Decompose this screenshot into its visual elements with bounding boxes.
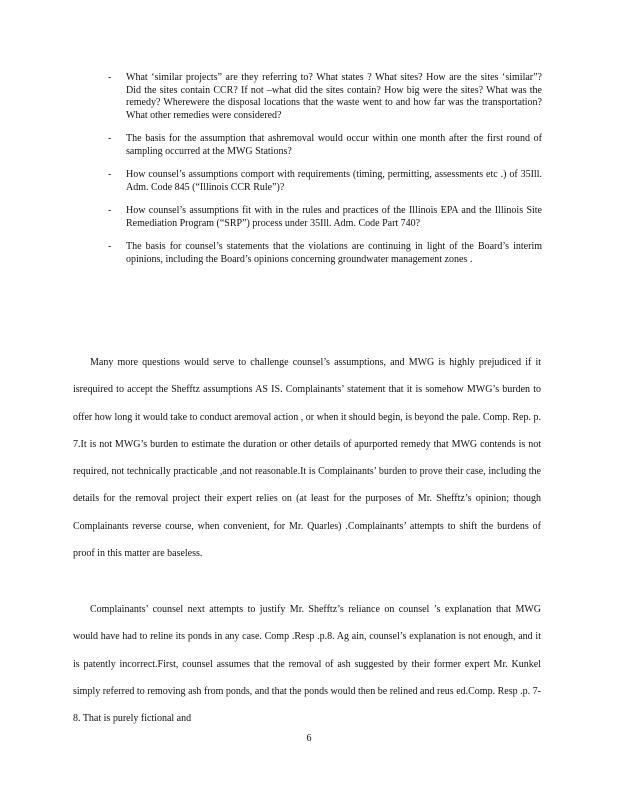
bullet-marker: - — [108, 133, 112, 144]
bullet-marker: - — [108, 241, 112, 252]
body-paragraph: Complainants’ counsel next attempts to justify Mr. Shefftz’s reliance on counsel ’s explanation that MWG would have had to reline its ponds in any case. Comp .Resp .p.8. Ag ain, counsel’s explanation is not enough, and it is patently incorrect.First, counsel assumes that the removal of ash suggested by their former expert Mr. Kunkel simply referred to removing ash from ponds, and that the ponds would then be relined and reus ed.Comp. Resp .p. 7-8. That is purely fictional and — [73, 604, 541, 725]
list-item — [108, 72, 542, 122]
bullet-marker: - — [108, 169, 112, 180]
bullet-marker: - — [108, 205, 112, 216]
question-list — [108, 72, 542, 277]
list-item — [108, 241, 542, 266]
list-item — [108, 169, 542, 194]
list-item — [108, 205, 542, 230]
list-item — [108, 133, 542, 158]
bullet-marker: - — [108, 72, 112, 83]
list-item-text: What ‘similar projects” are they referring to? What states ? What sites? How are the sites ‘similar”? Did the sites contain CCR? If not –what did the sites contain? How big were the sites? What was the remedy? Wherewere the disposal locations that the waste went to and how far was the transportation? What other remedies were considered? — [126, 72, 542, 121]
list-item-text: How counsel’s assumptions comport with requirements (timing, permitting, assessments etc .) of 35Ill. Adm. Code 845 (“Illinois CCR Rule”)? — [126, 169, 542, 193]
list-item-text: The basis for the assumption that ashremoval would occur within one month after the first round of sampling occurred at the MWG Stations? — [126, 133, 542, 157]
list-item-text: How counsel’s assumptions fit with in the rules and practices of the Illinois EPA and the Illinois Site Remediation Program (“SRP”) process under 35Ill. Adm. Code Part 740? — [126, 205, 542, 229]
page-number: 6 — [306, 733, 312, 744]
body-paragraph: Many more questions would serve to challenge counsel’s assumptions, and MWG is highly prejudiced if it isrequired to accept the Shefftz assumptions AS IS. Complainants’ statement that it is somehow MWG’s burden to offer how long it would take to conduct aremoval action , or when it should begin, is beyond the pale. Comp. Rep. p. 7.It is not MWG’s burden to estimate the duration or other details of apurported remedy that MWG contends is not required, not technically practicable ,and not reasonable.It is Complainants’ burden to prove their case, including the details for the removal project their expert relies on (at least for the purposes of Mr. Shefftz’s opinion; though Complainants reverse course, when convenient, for Mr. Quarles) .Complainants’ attempts to shift the burdens of proof in this matter are baseless. — [73, 357, 541, 560]
list-item-text: The basis for counsel’s statements that the violations are continuing in light of the Board’s interim opinions, including the Board’s opinions concerning groundwater management zones . — [126, 241, 542, 265]
